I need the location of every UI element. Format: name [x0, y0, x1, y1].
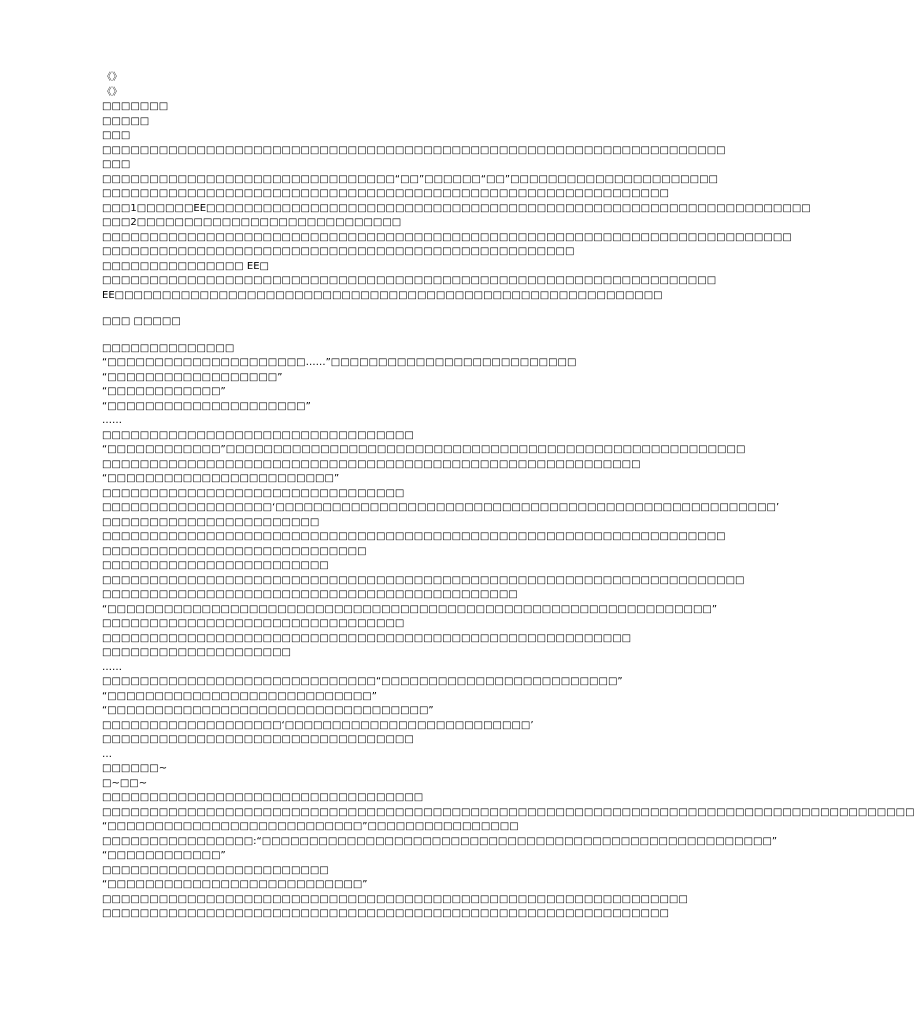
- text-line: □□□□□□□□□□□□□□□□□□□□□□□□: [102, 864, 329, 876]
- text-line: □□□□□□□: [102, 101, 169, 112]
- text-line: □□□□□□□□□□□□□□□□□□□□□□□□□□□□□“□□□□□□□□□□□□□□□□□□□□□□□□□”: [102, 676, 623, 687]
- text-line: □□□□□: [102, 115, 150, 127]
- text-line: □□□□□□~: [102, 763, 168, 774]
- text-line: □□□□□□□□□□□□□□□□□□□□□□□□□□□□□□□□□: [102, 429, 414, 441]
- text-line: □□□□□□□□□□□□□□□□□□□□□□□□□□□□□□□□□□□□□□□□□□□□□□□□□□□□□□□□□□□□: [102, 908, 669, 919]
- text-line: □□□□□□□□□□□□□□□□□□□□□□□□□□□□□□□□□□□□□□□□□□□□□□□□□□□□□□□□□□□□□□□□□: [102, 275, 717, 286]
- text-line: □□□□□□□□□□□□□□□□□□□□□□□□□□□□□□□□□□□□□□□□□□□□□□□□□□□□□□□□: [102, 632, 632, 644]
- text-line: □□□□□□□□□□□□□□□□□□□□□□□□□□□□□□□□□: [102, 734, 414, 745]
- text-line: □~□□~: [102, 777, 148, 789]
- text-line: □□□: [102, 130, 131, 141]
- text-line: □□□1□□□□□□EE□□□□□□□□□□□□□□□□□□□□□□□□□□□□□□□□□□□□□□□□□□□□□□□□□□□□□□□□□□□□□□□□: [102, 202, 811, 214]
- text-line: □□□□□□□□□□□□□□□□□□□□: [102, 647, 291, 658]
- text-line: “□□□□□□□□□□□□”: [102, 386, 226, 397]
- text-line: □□□□□□□□□□□□□□□□□□□□□□□□□□□□□□□□□□□□□□□□□□□□□□□□□□: [102, 246, 575, 257]
- text-line: □□□□□□□□□□□□□□□□□□□□□□□□□□□□□□□□□□□□□□□□□□□□: [102, 589, 518, 600]
- text-line: □□□□□□□□□□□□□□□□□□□□□□□□: [102, 560, 329, 571]
- text-line: “□□□□□□□□□□□□□□□□□□□□□□□□□□□”□□□□□□□□□□□□□□□□: [102, 821, 519, 832]
- text-line: …: [102, 748, 112, 760]
- text-line: □□□□□□□□□□□□□□□ EE□: [102, 260, 269, 272]
- text-line: □□□□□□□□□□□□□□□□□□□□□□□□□□□□□□□□□□: [102, 792, 424, 803]
- text-line: □□□□□□□□□□□□□□□□□□□□□□□□□□□□□□□□□□□□□□□□□□□□□□□□□□□□□□□□□□□□□□□□□□□□□□□□□: [102, 231, 792, 243]
- text-line: EE□□□□□□□□□□□□□□□□□□□□□□□□□□□□□□□□□□□□□□□□□□□□□□□□□□□□□□□□□□: [102, 289, 663, 301]
- text-line: □□□□□□□□□□□□□□□□□□□□□□□□□□□□□□□□□□□□□□□□□□□□□□□□□□□□□□□□□□□□□□□□□□: [102, 531, 726, 542]
- text-line: “□□□□□□□□□□□□□□□□□□□□□□□□□□□”: [102, 879, 368, 890]
- text-line: □□□□□□□□□□□□□□□□□□□□□□□□□□□□□□□□□□□□□□□□□□□□□□□□□□□□□□□□□□□□□□□□□□□□: [102, 574, 745, 586]
- text-line: □□□□□□□□□□□□□□□□□□□□□□□□□□□□□□□“□□”□□□□□□“□□”□□□□□□□□□□□□□□□□□□□□□□: [102, 173, 718, 185]
- text-line: “□□□□□□□□□□□□□□□□□□□□□”: [102, 400, 311, 412]
- text-line: ……: [102, 415, 122, 426]
- text-line: □□□□□□□□□□□□□□□□□□‘□□□□□□□□□□□□□□□□□□□□□□□□□□□□□□□□□□□□□□□□□□□□□□□□□□□□□’: [102, 502, 780, 513]
- text-line: “□□□□□□□□□□□□□□□□□□□□□□□□□□□□□□□□□□□□□□□□□□□□□□□□□□□□□□□□□□□□□□□□”: [102, 603, 718, 615]
- text-line: □□□□□□□□□□□□□□□□□□□□□□□□□□□□□□□□□□□□□□□□□□□□□□□□□□□□□□□□□□□□: [102, 188, 669, 199]
- text-line: “□□□□□□□□□□□□□□□□□□□□□□□□□□□□”: [102, 690, 377, 702]
- text-line: □□□□□□□□□□□□□□□□□□□□□□□□□□□□: [102, 545, 367, 557]
- text-line: ……: [102, 661, 122, 673]
- text-line: □□□□□□□□□□□□□□□□□□□□□□□□□□□□□□□□□□□□□□□□□□□□□□□□□□□□□□□□□: [102, 458, 641, 470]
- text-line: 《》: [102, 72, 122, 83]
- text-line: □□□: [102, 159, 131, 170]
- text-line: 《》: [102, 86, 122, 98]
- text-line: □□□□□□□□□□□□□□□□□□□□□□□□□□□□□□□□: [102, 487, 405, 499]
- text-line: □□□ □□□□□: [102, 316, 181, 327]
- text-line: □□□□□□□□□□□□□□□□□□□□□□□: [102, 516, 320, 528]
- text-line: □□□2□□□□□□□□□□□□□□□□□□□□□□□□□□□□: [102, 217, 402, 228]
- document-body: [102, 71, 915, 922]
- text-line: “□□□□□□□□□□□□□□□□□□□□□□□□”: [102, 473, 340, 484]
- text-line: □□□□□□□□□□□□□□□□□□□□□□□□□□□□□□□□□□□□□□□□□□□□□□□□□□□□□□□□□□□□□□□□□□: [102, 144, 726, 156]
- text-line: □□□□□□□□□□□□□□□□□□□□□□□□□□□□□□□□: [102, 618, 405, 629]
- text-line: □□□□□□□□□□□□□□: [102, 342, 235, 354]
- text-line: □□□□□□□□□□□□□□□□□□□□□□□□□□□□□□□□□□□□□□□□□□□□□□□□□□□□□□□□□□□□□□: [102, 893, 688, 905]
- text-line: □□□□□□□□□□□□□□□□□□□‘□□□□□□□□□□□□□□□□□□□□□□□□□□’: [102, 719, 534, 731]
- text-line: “□□□□□□□□□□□□□□□□□□□□□□□□□□□□□□□□□□”: [102, 705, 434, 716]
- text-line: “□□□□□□□□□□□□□□□□□□□□□……”□□□□□□□□□□□□□□□□□□□□□□□□□□: [102, 357, 577, 368]
- text-line: □□□□□□□□□□□□□□□□□□□□□□□□□□□□□□□□□□□□□□□□□□□□□□□□□□□□□□□□□□□□□□□□□□□□□□□□□□□□□□□□□□□□□□: [102, 806, 915, 818]
- blank-line: [102, 303, 722, 315]
- text-line: “□□□□□□□□□□□□”: [102, 850, 226, 861]
- text-line: “□□□□□□□□□□□□□□□□□□”: [102, 371, 283, 383]
- text-line: □□□□□□□□□□□□□□□□:“□□□□□□□□□□□□□□□□□□□□□□□□□□□□□□□□□□□□□□□□□□□□□□□□□□□□□□”: [102, 835, 778, 847]
- text-line: “□□□□□□□□□□□□”□□□□□□□□□□□□□□□□□□□□□□□□□□□□□□□□□□□□□□□□□□□□□□□□□□□□□□□: [102, 444, 746, 455]
- blank-line: [102, 330, 722, 342]
